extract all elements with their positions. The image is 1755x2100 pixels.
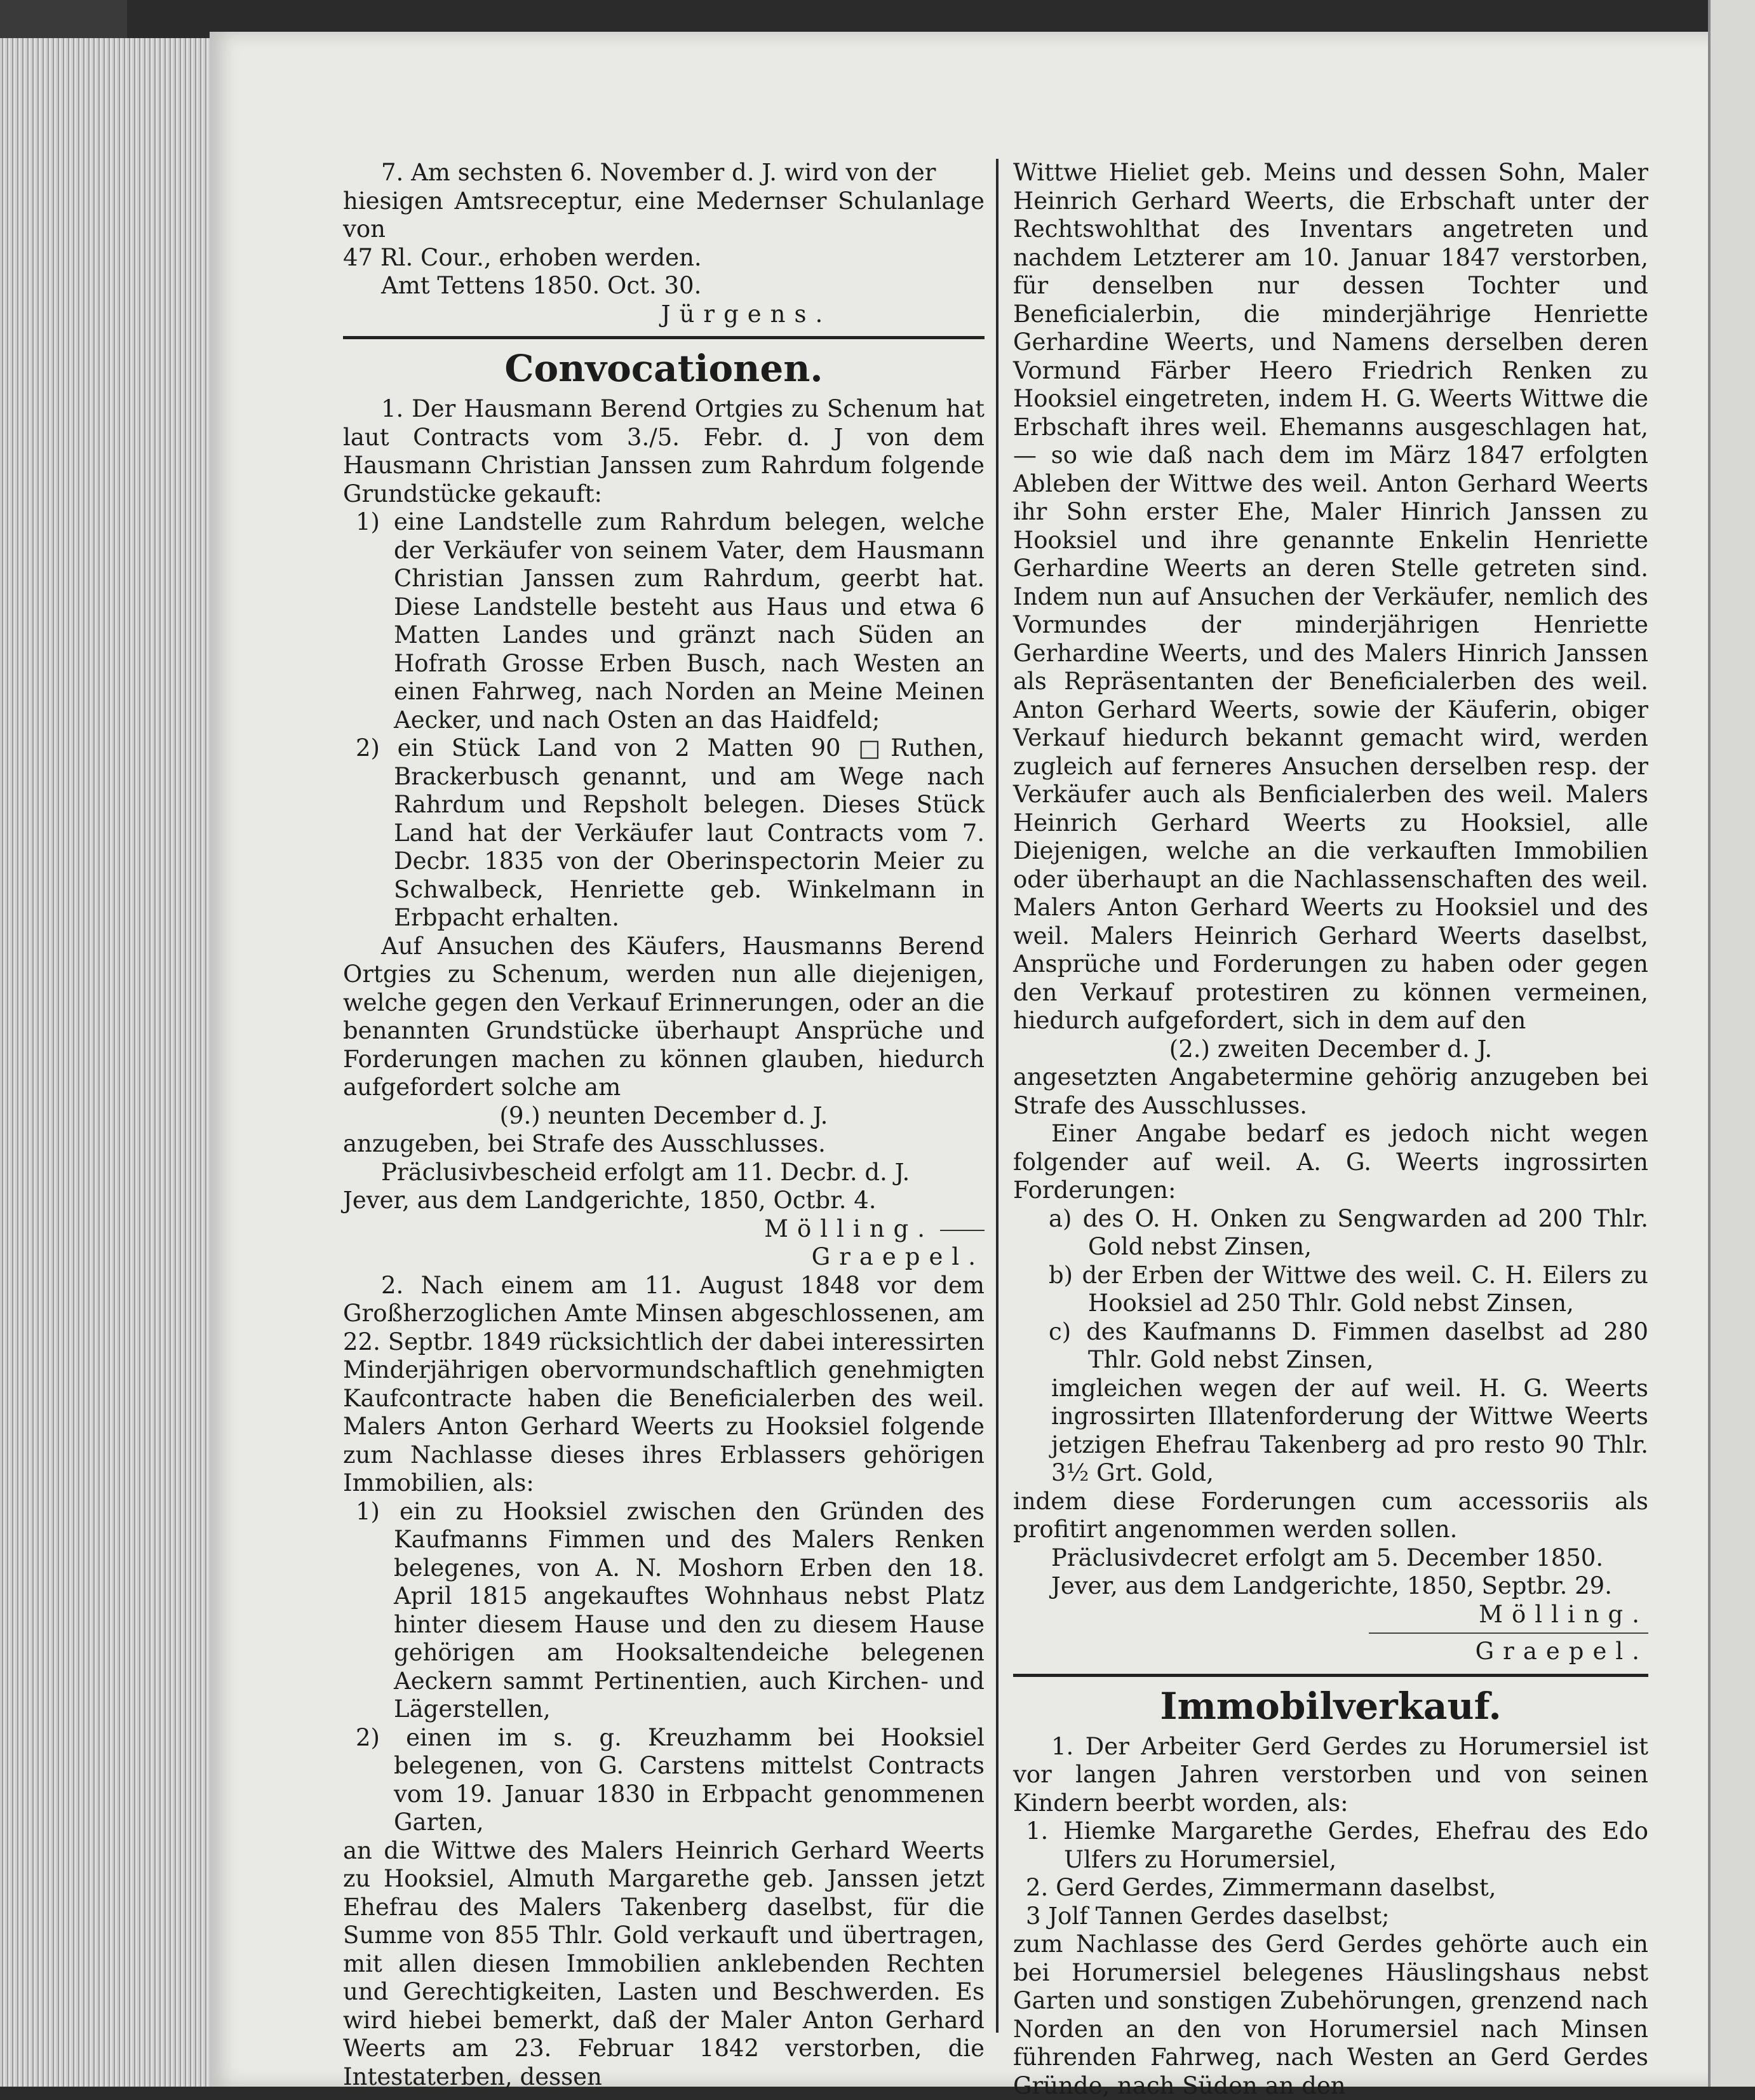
conv2-also: imgleichen wegen der auf weil. H. G. Weerts ingrossirten Illatenforderung der Wittwe Weerts jetzigen Ehefrau Takenberg ad pro resto 90 Thlr. 3½ Grt. Gold, — [1051, 1374, 1648, 1486]
conv2-claim-b: b) der Erben der Wittwe des weil. C. H. Eilers zu Hooksiel ad 250 Thlr. Gold nebst Zinsen, — [1049, 1261, 1648, 1317]
conv1-preclusive: Präclusivbescheid erfolgt am 11. Decbr. d. J. — [381, 1158, 910, 1186]
conv2-date-line: (2.) zweiten December d. J. — [1169, 1035, 1493, 1063]
conv1-place-date: Jever, aus dem Landgerichte, 1850, Octbr. 4. — [343, 1187, 877, 1214]
conv1-intro: 1. Der Hausmann Berend Ortgies zu Schenum hat laut Contracts vom 3./5. Febr. d. J von dem Hausmann Christian Janssen zum Rahrdum folgende Grundstücke gekauft: — [343, 395, 985, 508]
conv1-body: Auf Ansuchen des Käufers, Hausmanns Berend Ortgies zu Schenum, werden nun alle diejenigen, welche gegen den Verkauf Erinnerungen, oder an die benannten Grundstücke überhaupt Ansprüche und Forderungen machen zu können glauben, hiedurch aufgefordert solche am — [343, 932, 985, 1101]
conv2-signature-2: Graepel. — [1475, 1638, 1648, 1665]
notice7-line1: 7. Am sechsten 6. November d. J. wird von der — [381, 159, 936, 186]
conv1-item-1: 1) eine Landstelle zum Rahrdum belegen, welche der Verkäufer von seinem Vater, dem Hausmann Christian Janssen zum Rahrdum, geerbt hat. Diese Landstelle besteht aus Haus und etwa 6 Matten Landes und gränzt nach Süden an Hofrath Grosse Erben Busch, nach Westen an einen Fahrweg, nach Norden an Meine Meinen Aecker, und nach Osten an das Haidfeld; — [356, 508, 985, 734]
sale1-heir-3: 3 Jolf Tannen Gerdes daselbst; — [1026, 1902, 1390, 1930]
conv1-sign1-text: Mölling. — [764, 1215, 934, 1242]
conv2-closing: indem diese Forderungen cum accessoriis als profitirt angenommen werden sollen. — [1013, 1487, 1648, 1543]
conv1-signature-2: Graepel. — [811, 1243, 985, 1270]
conv1-date-line: (9.) neunten December d. J. — [499, 1101, 828, 1129]
conv2-body: an die Wittwe des Malers Heinrich Gerhard Weerts zu Hooksiel, Almuth Margarethe geb. Janssen jetzt Ehefrau des Malers Takenberg daselbst, für die Summe von 855 Thlr. Gold verkauft und übertragen, mit allen diesen Immobilien anklebenden Rechten und Gerechtigkeiten, Lasten und Beschwerden. Es wird hiebei bemerkt, daß der Maler Anton Gerhard Weerts am 23. Februar 1842 verstorben, die Intestaterben, dessen — [343, 1836, 985, 2090]
section-heading-convocationen: Convocationen. — [504, 347, 823, 390]
book-page-edges — [0, 38, 210, 2087]
conv1-signature-1 — [343, 1215, 985, 1244]
conv1-after-date: anzugeben, bei Strafe des Ausschlusses. — [343, 1130, 826, 1157]
facing-page-edge — [1708, 0, 1755, 2087]
conv2-intro: 2. Nach einem am 11. August 1848 vor dem Großherzoglichen Amte Minsen abgeschlossenen, am 22. Septbr. 1849 rücksichtlich der dabei interessirten Minderjährigen obervormundschaftlich genehmigten Kaufcontracte haben die Beneficialerben des weil. Malers Anton Gerhard Weerts zu Hooksiel folgende zum Nachlasse dieses ihres Erblassers gehörigen Immobilien, als: — [343, 1271, 985, 1497]
notice7-line2: hiesigen Amtsreceptur, eine Medernser Schulanlage von — [343, 187, 985, 243]
conv2-item-2: 2) einen im s. g. Kreuzhamm bei Hooksiel belegenen, von G. Carstens mittelst Contracts vom 19. Januar 1830 in Erbpacht genommenen Garten, — [356, 1723, 985, 1836]
conv2-exception-intro: Einer Angabe bedarf es jedoch nicht wegen folgender auf weil. A. G. Weerts ingrossirten Forderungen: — [1013, 1120, 1648, 1204]
signature-rule — [940, 1230, 985, 1231]
conv2-item-1: 1) ein zu Hooksiel zwischen den Gründen des Kaufmanns Fimmen und des Malers Renken belegenes, von A. N. Moshorn Erben den 18. April 1815 angekauftes Wohnhaus nebst Platz hinter diesem Hause und den zu diesem Hause gehörigen am Hooksaltendeiche belegenen Aeckern sammt Pertinentien, auch Kirchen- und Lägerstellen, — [356, 1497, 985, 1723]
section-heading-immobilverkauf: Immobilverkauf. — [1160, 1684, 1502, 1728]
sale1-heir-1: 1. Hiemke Margarethe Gerdes, Ehefrau des Edo Ulfers zu Horumersiel, — [1026, 1817, 1648, 1873]
column-divider — [996, 159, 999, 2033]
conv2-claim-c: c) des Kaufmanns D. Fimmen daselbst ad 280 Thlr. Gold nebst Zinsen, — [1049, 1317, 1648, 1373]
conv2-continuation: Wittwe Hieliet geb. Meins und dessen Sohn, Maler Heinrich Gerhard Weerts, die Erbschaft unter der Rechtswohlthat des Inventars angetreten und nachdem Letzterer am 10. Januar 1847 verstorben, für denselben nur dessen Tochter und Beneficialerbin, die minderjährige Henriette Gerhardine Weerts, und Namens derselben deren Vormund Färber Heero Friedrich Renken zu Hooksiel eingetreten, indem H. G. Weerts Wittwe die Erbschaft ihres weil. Ehemanns ausgeschlagen hat, — so wie daß nach dem im März 1847 erfolgten Ableben der Wittwe des weil. Anton Gerhard Weerts ihr Sohn erster Ehe, Maler Hinrich Janssen zu Hooksiel und ihre genannte Enkelin Henriette Gerhardine Weerts an deren Stelle getreten sind. Indem nun auf Ansuchen der Verkäufer, nemlich des Vormundes der minderjährigen Henriette Gerhardine Weerts, und des Malers Hinrich Janssen als Repräsentanten der Beneficialerben des weil. Anton Gerhard Weerts, sowie der Käuferin, obiger Verkauf hiedurch bekannt gemacht wird, werden zugleich auf ferneres Ansuchen derselben resp. der Verkäufer auch als Benficialerben des weil. Malers Heinrich Gerhard Weerts zu Hooksiel, alle Diejenigen, welche an die verkauften Immobilien oder überhaupt an die Nachlassenschaften des weil. Malers Anton Gerhard Weerts zu Hooksiel und des weil. Malers Heinrich Gerhard Weerts daselbst, Ansprüche und Forderungen zu haben oder gegen den Verkauf protestiren zu können vermeinen, hiedurch aufgefordert, sich in dem auf den — [1013, 159, 1648, 1034]
section-rule — [343, 336, 985, 339]
notice7-place-date: Amt Tettens 1850. Oct. 30. — [381, 272, 702, 299]
conv2-after-date: angesetzten Angabetermine gehörig anzugeben bei Strafe des Ausschlusses. — [1013, 1063, 1648, 1119]
conv2-preclusive: Präclusivdecret erfolgt am 5. December 1850. — [1051, 1544, 1604, 1572]
sale1-heir-2: 2. Gerd Gerdes, Zimmermann daselbst, — [1026, 1874, 1496, 1901]
left-column — [343, 159, 985, 2091]
notice7-signature: Jürgens. — [661, 300, 832, 328]
sale1-body: zum Nachlasse des Gerd Gerdes gehörte auch ein bei Horumersiel belegenes Häuslingshaus nebst Garten und sonstigen Zubehörungen, grenzend nach Norden an den von Horumersiel nach Minsen führenden Fahrweg, nach Westen an Gerd Gerdes Gründe, nach Süden an den — [1013, 1930, 1648, 2099]
conv2-place-date: Jever, aus dem Landgerichte, 1850, Septbr. 29. — [1051, 1572, 1612, 1599]
section-rule — [1013, 1674, 1648, 1677]
conv1-item-2: 2) ein Stück Land von 2 Matten 90 □Ruthen, Brackerbusch genannt, und am Wege nach Rahrdum und Repsholt belegen. Dieses Stück Land hat der Verkäufer laut Contracts vom 7. Decbr. 1835 von der Oberinspectorin Meier zu Schwalbeck, Henriette geb. Winkelmann in Erbpacht erhalten. — [356, 734, 985, 931]
signature-rule — [1369, 1632, 1648, 1634]
sale1-intro: 1. Der Arbeiter Gerd Gerdes zu Horumersiel ist vor langen Jahren verstorben und von seinen Kindern beerbt worden, als: — [1013, 1732, 1648, 1817]
conv2-signature-1: Mölling. — [1479, 1600, 1648, 1628]
conv2-claim-a: a) des O. H. Onken zu Sengwarden ad 200 Thlr. Gold nebst Zinsen, — [1049, 1204, 1648, 1260]
notice7-line3: 47 Rl. Cour., erhoben werden. — [343, 243, 702, 271]
right-column — [1013, 159, 1648, 2100]
